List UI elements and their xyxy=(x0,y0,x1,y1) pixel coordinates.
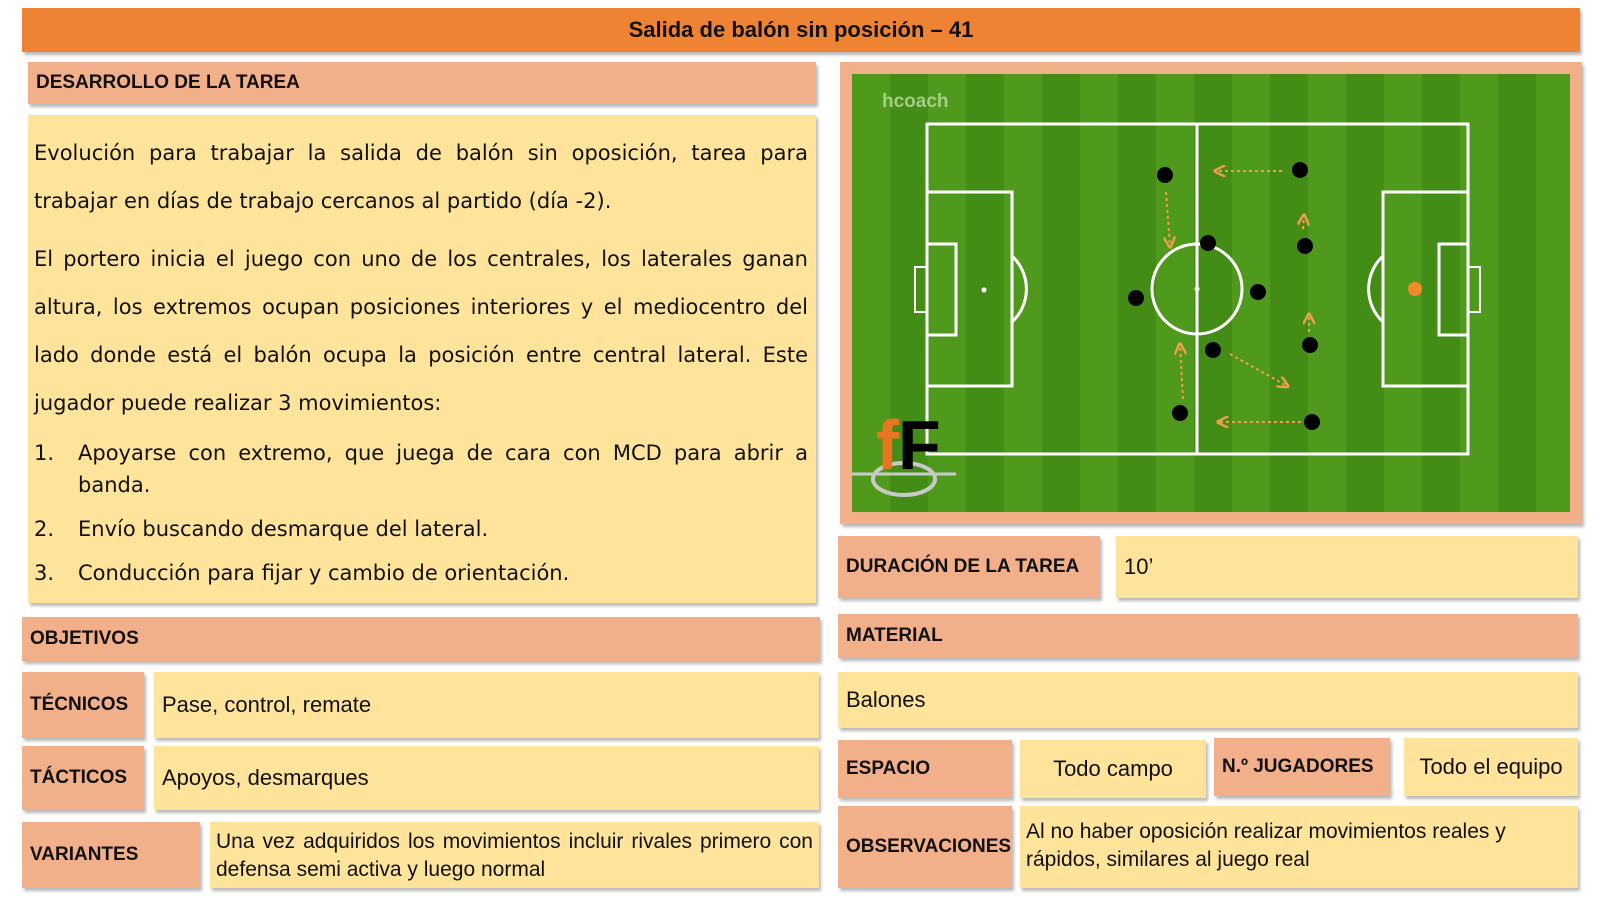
tacticos-value: Apoyos, desmarques xyxy=(154,746,819,810)
tacticos-label: TÁCTICOS xyxy=(22,746,144,810)
players-label: N.º JUGADORES xyxy=(1214,738,1390,796)
step-item: 1. Apoyarse con extremo, que juega de cara con MCD para abrir a banda. xyxy=(34,441,808,497)
observations-label: OBSERVACIONES xyxy=(838,806,1012,888)
objectives-header: OBJETIVOS xyxy=(22,617,820,661)
variants-value: Una vez adquiridos los movimientos incluir rivales primero con defensa semi activa y luego normal xyxy=(210,822,819,888)
player-marker xyxy=(1250,284,1266,300)
step-item: 3. Conducción para fijar y cambio de orientación. xyxy=(34,561,570,585)
development-text xyxy=(28,115,816,603)
step-item: 2. Envío buscando desmarque del lateral. xyxy=(34,517,489,541)
development-header: DESARROLLO DE LA TAREA xyxy=(28,62,816,104)
pitch-grass xyxy=(852,74,1570,512)
ball-marker xyxy=(1408,282,1422,296)
material-value: Balones xyxy=(838,672,1578,728)
task-title: Salida de balón sin posición – 41 xyxy=(22,8,1580,52)
variants-label: VARIANTES xyxy=(22,822,200,888)
pitch-diagram-frame xyxy=(840,62,1582,524)
player-marker xyxy=(1128,290,1144,306)
material-header: MATERIAL xyxy=(838,614,1578,658)
space-label: ESPACIO xyxy=(838,740,1012,798)
duration-value: 10’ xyxy=(1116,536,1578,598)
players-value: Todo el equipo xyxy=(1404,738,1578,796)
development-steps xyxy=(34,437,808,589)
player-marker xyxy=(1205,342,1221,358)
player-marker xyxy=(1304,414,1320,430)
player-marker xyxy=(1157,167,1173,183)
player-marker xyxy=(1200,235,1216,251)
player-marker xyxy=(1302,337,1318,353)
space-value: Todo campo xyxy=(1020,740,1206,798)
observations-value: Al no haber oposición realizar movimientos reales y rápidos, similares al juego real xyxy=(1020,806,1578,888)
player-marker xyxy=(1292,162,1308,178)
development-paragraph-1: Evolución para trabajar la salida de balón sin oposición, tarea para trabajar en días de trabajo cercanos al partido (día -2). xyxy=(34,141,808,213)
hcoach-watermark: hcoach xyxy=(882,91,949,112)
svg-text:f: f xyxy=(876,406,900,484)
development-paragraph-2: El portero inicia el juego con uno de los centrales, los laterales ganan altura, los extremos ocupan posiciones interiores y el mediocentro del lado donde está el balón ocupa la posición entre central lateral. Este jugador puede realizar 3 movimientos: xyxy=(34,247,808,415)
tecnicos-value: Pase, control, remate xyxy=(154,672,819,738)
svg-text:F: F xyxy=(898,406,941,484)
football-pitch-diagram xyxy=(852,74,1570,512)
duration-label: DURACIÓN DE LA TAREA xyxy=(838,536,1100,598)
player-marker xyxy=(1172,405,1188,421)
tecnicos-label: TÉCNICOS xyxy=(22,672,144,738)
player-marker xyxy=(1297,238,1313,254)
